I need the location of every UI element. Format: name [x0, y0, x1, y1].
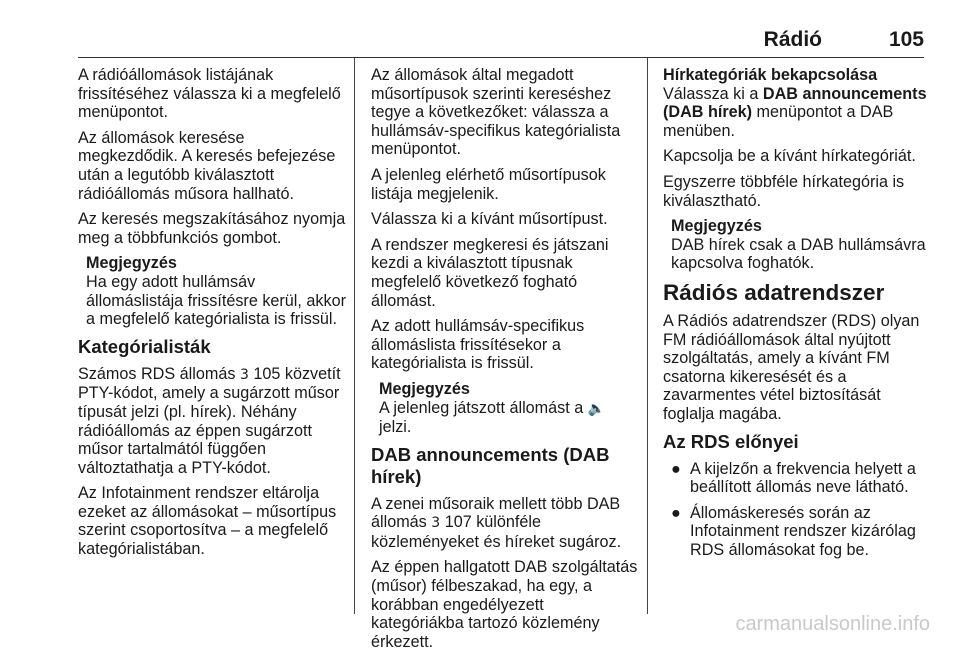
- column-divider-2: [647, 58, 648, 614]
- note-box: [379, 380, 639, 437]
- list-item: ● A kijelzőn a frekvencia helyett a beállított állomás neve látható.: [671, 459, 916, 497]
- list-item: ● Állomáskeresés során az Infotainment rendszer kizárólag RDS állomásokat fog be.: [671, 503, 916, 559]
- paragraph: Az állomások által megadott műsortípusok szerinti kereséshez tegye a következőket: válassza a hullámsáv-specifikus kategórialista menüpontot.: [371, 66, 621, 159]
- note-heading: Megjegyzés: [671, 217, 762, 236]
- paragraph: Kapcsolja be a kívánt hírkategóriát.: [663, 147, 916, 166]
- paragraph: A jelenleg elérhető műsortípusok listája megjelenik.: [371, 165, 606, 203]
- section-heading-rds: Rádiós adatrendszer: [663, 279, 885, 305]
- page-reference-icon: 3: [431, 515, 441, 532]
- paragraph: Az éppen hallgatott DAB szolgáltatás (műsor) félbeszakad, ha egy, a korábban engedélyezett kategóriákba tartozó közlemény érkezett.: [371, 558, 638, 651]
- paragraph: Az keresés megszakításához nyomja meg a többfunkciós gombot.: [78, 210, 346, 247]
- speaker-icon: 🔈: [587, 400, 606, 417]
- note-heading: Megjegyzés: [86, 254, 177, 273]
- bullet-icon: ●: [671, 459, 681, 478]
- note-box: [86, 254, 350, 328]
- paragraph: A rendszer megkeresi és játszani kezdi a kiválasztott típusnak megfelelő következő fogható állomást.: [371, 235, 609, 310]
- page-number: 105: [888, 28, 924, 51]
- note-text: DAB hírek csak a DAB hullámsávra kapcsolva foghatók.: [671, 235, 926, 273]
- section-heading-categories: Kategórialisták: [78, 335, 211, 357]
- bullet-icon: ●: [671, 503, 681, 522]
- advantages-list: [663, 460, 933, 560]
- page-reference-icon: 3: [239, 366, 249, 383]
- paragraph: Az Infotainment rendszer eltárolja ezeket az állomásokat – műsortípus szerint csoportosítva – a megfelelő kategórialistában.: [78, 484, 337, 559]
- watermark: carmanualsonline.info: [735, 613, 930, 635]
- section-heading-rds-advantages: Az RDS előnyei: [663, 430, 799, 452]
- note-text: Ha egy adott hullámsáv állomáslistája frissítésre kerül, akkor a megfelelő kategórialista is frissül.: [86, 272, 346, 329]
- paragraph: Az adott hullámsáv-specifikus állomáslista frissítésekor a kategórialista is frissül.: [371, 317, 585, 373]
- note-heading: Megjegyzés: [379, 379, 470, 398]
- column-2: [371, 66, 639, 658]
- paragraph: Válassza ki a DAB announcements (DAB hírek) menüpontot a DAB menüben.: [663, 84, 927, 140]
- page-header: [0, 0, 960, 58]
- menu-item-name: DAB announcements (DAB hírek): [663, 84, 927, 122]
- column-3: [663, 66, 933, 566]
- paragraph: A Rádiós adatrendszer (RDS) olyan FM rádióállomások által nyújtott szolgáltatás, amely a kívánt FM csatorna kikeresését és a zavarmentes vétel biztosítását foglalja magába.: [663, 311, 920, 423]
- note-text: A jelenleg játszott állomást a 🔈 jelzi.: [379, 398, 606, 437]
- paragraph: Az állomások keresése megkezdődik. A keresés befejezése után a legutóbb kiválasztott rádióállomás műsora hallható.: [78, 128, 336, 203]
- header-divider: [78, 57, 924, 58]
- paragraph: A rádióállomások listájának frissítéséhez válassza ki a megfelelő menüpontot.: [78, 66, 341, 122]
- paragraph: Válassza ki a kívánt műsortípust.: [371, 210, 608, 229]
- paragraph: Számos RDS állomás 3 105 közvetít PTY-kódot, amely a sugárzott műsor típusát jelzi (pl. hírek). Néhány rádióállomás az éppen sugárzott műsor tartalmától függően változtathatja a PTY-kódot.: [78, 364, 341, 477]
- note-box: [671, 217, 933, 273]
- paragraph: Egyszerre többféle hírkategória is kiválasztható.: [663, 172, 905, 210]
- paragraph: A zenei műsoraik mellett több DAB állomás 3 107 különféle közleményeket és híreket sugároz.: [371, 494, 622, 551]
- subheading-news-categories: Hírkategóriák bekapcsolása: [663, 66, 878, 84]
- column-1: [78, 66, 350, 566]
- column-divider-1: [354, 58, 355, 614]
- page-title: Rádió: [763, 28, 822, 51]
- section-heading-dab: DAB announcements (DAB hírek): [371, 443, 610, 487]
